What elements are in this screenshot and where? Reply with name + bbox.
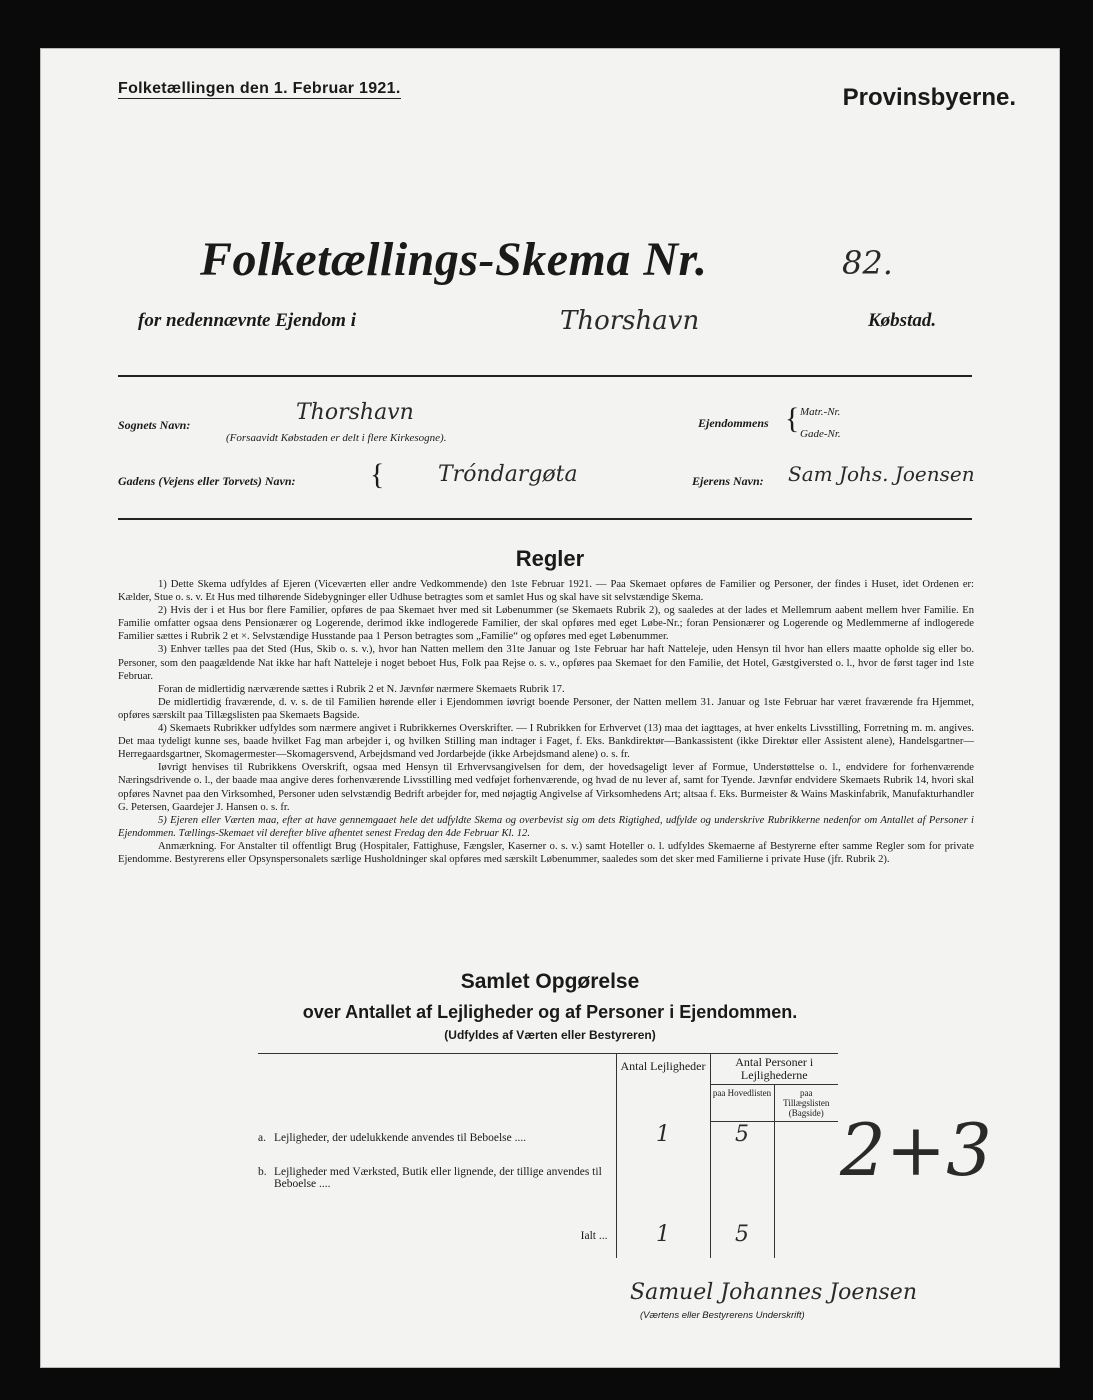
rule-3-absent: De midlertidig fraværende, d. v. s. de til Familien hørende eller i Ejendommen iøvrigt boende Personer, der Natten mellem 31. Januar og 1ste Februar har været fraværende fra Hjemmet, opføres særskilt paa Tillægslisten paa Skemaets Bagside.: [118, 696, 974, 721]
row-b-antal: [616, 1162, 710, 1222]
form-title: Folketællings-Skema Nr.: [200, 233, 708, 286]
row-a-antal: 1: [616, 1122, 710, 1162]
row-b-key: b.: [258, 1165, 267, 1178]
row-b-hoved: [710, 1162, 774, 1222]
census-date-header: Folketællingen den 1. Februar 1921.: [118, 80, 401, 97]
matr-label: Matr.-Nr.: [800, 406, 841, 418]
summary-note: (Udfyldes af Værten eller Bestyreren): [444, 1028, 656, 1042]
ejendom-label: Ejendommens: [698, 416, 769, 430]
rule-1: 1) Dette Skema udfyldes af Ejeren (Viceværten eller andre Vedkommende) den 1ste Februar 1921. — Paa Skemaet opføres de Familier og Personer, der findes i Huset, idet Ordenen er: Kælder, Stue o. s. v. Et Hus med tilhørende Sidebygninger eller Udhuse betragtes som et samlet Hus og skal have sit selvstændige Skema.: [118, 579, 974, 604]
census-form-page: [40, 48, 1060, 1368]
rule-3: 3) Enhver tælles paa det Sted (Hus, Skib o. s. v.), hvor han Natten mellem den 31te Januar og 1ste Februar har haft Natteleje, uden Hensyn til hvor han ellers maatte opholde sig eller bo. Personer, som den paagældende Nat ikke har haft Natteleje i noget beboet Hus, Folk paa Rejse o. s. v., opføres paa Skemaet for den Familie, det Hotel, Gæstgiversted o. l., hvor de først tager ind 1ste Februar.: [118, 644, 974, 682]
row-a-tillaeg: [774, 1122, 838, 1162]
gade-nr-label: Gade-Nr.: [800, 428, 841, 440]
sogn-note: (Forsaavidt Købstaden er delt i flere Kirkesogne).: [226, 432, 447, 444]
summary-subtitle: over Antallet af Lejligheder og af Personer i Ejendommen.: [302, 1002, 798, 1022]
row-a-key: a.: [258, 1131, 266, 1144]
table-row: [258, 1122, 838, 1162]
town-name: Thorshavn: [560, 306, 700, 336]
table-row: [258, 1162, 838, 1222]
sogn-label: Sognets Navn:: [118, 418, 191, 432]
rule-3-present: Foran de midlertidig nærværende sættes i Rubrik 2 et N. Jævnfør nærmere Skemaets Rubrik 17.: [158, 683, 565, 695]
region-header: Provinsbyerne.: [842, 84, 1016, 111]
rule-note: Anmærkning. For Anstalter til offentligt Brug (Hospitaler, Fattighuse, Fængsler, Kaserner o. s. v.) samt Hoteller o. l. udfyldes Skemaerne af Bestyrerne efter samme Regler som for private Ejendomme. Bestyrerens eller Opsynspersonalets særlige Husholdninger skal opføres med særskilt Løbenummer, saaledes som det sker med Familierne i private Huse (jfr. Rubrik 2).: [118, 840, 974, 865]
total-hoved: 5: [710, 1222, 774, 1258]
row-a-label: Lejligheder, der udelukkende anvendes til Beboelse ....: [274, 1131, 527, 1144]
row-a-label-cell: [258, 1122, 616, 1162]
margin-note: 2+3: [840, 1108, 992, 1192]
form-number: 82.: [842, 244, 893, 282]
ejer-value: Sam Johs. Joensen: [788, 462, 975, 486]
gade-navn-label: Gadens (Vejens eller Torvets) Navn:: [118, 474, 296, 488]
col-personer-header: Antal Personer i Lejlighederne: [710, 1054, 838, 1085]
signature-caption: (Værtens eller Bestyrerens Underskrift): [640, 1310, 805, 1321]
row-b-tillaeg: [774, 1162, 838, 1222]
summary-table: [258, 1053, 838, 1258]
row-b-label: Lejligheder med Værksted, Butik eller lignende, der tillige anvendes til Beboelse ....: [274, 1165, 602, 1190]
ejendom-brace: {: [785, 402, 800, 435]
summary-blank-header: [258, 1054, 616, 1122]
rule-5: 5) Ejeren eller Værten maa, efter at have gennemgaaet hele det udfyldte Skema og overbevist sig om dets Rigtighed, udfylde og underskrive Rubrikkerne nedenfor om Antallet af Personer i Ejendommen. Tællings-Skemaet vil derefter blive afhentet senest Fredag den 4de Februar Kl. 12.: [118, 814, 974, 839]
ejer-label: Ejerens Navn:: [692, 474, 764, 488]
rules-heading: Regler: [515, 546, 585, 571]
property-label: for nedennævnte Ejendom i: [138, 310, 356, 331]
row-b-label-cell: [258, 1162, 616, 1222]
kobstad-label: Købstad.: [868, 310, 937, 331]
signature: Samuel Johannes Joensen: [630, 1280, 917, 1305]
col-hoved-header: paa Hovedlisten: [710, 1085, 774, 1122]
rule-4: 4) Skemaets Rubrikker udfyldes som nærmere angivet i Rubrikkernes Overskrifter. — I Rubrikken for Erhvervet (13) maa det iagttages, at hver enkelts Livsstilling, Forretning m. m. angives. Det maa tydeligt kunne ses, baade hvilket Fag man arbejder i, og hvilken Stilling man indtager i Faget, f. Eks. Bankdirektør—Bankassistent (ikke Direktør eller Assistent alene), Handelsgartner—Herregaardsgartner, Skomagermester—Skomagersvend, Arbejdsmand ved Jordarbejde (ikke Arbejdsmand alene) o. s. fr.: [118, 723, 974, 761]
summary-title: Samlet Opgørelse: [460, 970, 640, 993]
total-tillaeg: [774, 1222, 838, 1258]
total-label: Ialt ...: [580, 1229, 608, 1242]
total-antal: 1: [616, 1222, 710, 1258]
divider-bottom: [118, 518, 972, 520]
rule-2: 2) Hvis der i et Hus bor flere Familier, opføres de paa Skemaet hver med sit Løbenummer (se Skemaets Rubrik 2), og saaledes at der lades et Mellemrum aabent mellem hver Familie. En Familie omfatter ogsaa dens Pensionærer og Logerende, derimod ikke indlogerede Familier, der skal opføres med eget Løbe-Nr.; foran Pensionærer og Logerende og Medlemmerne af indlogerede Familier sættes i Rubrik 2 et ×. Selvstændige Husstande paa 1 Person betragtes som „Familie“ og opføres med eget Løbenummer.: [118, 605, 974, 643]
table-row: [258, 1222, 838, 1258]
rule-4-cont: Iøvrigt henvises til Rubrikkens Overskrift, ogsaa med Hensyn til Erhvervsangivelsen for dem, der hovedsageligt lever af Formue, Understøttelse o. l., endvidere for forhenværende Næringsdrivende o. l., der baade maa angive deres forhenværende Livsstilling med vedføjet forhenværende, og hvad de nu lever af, samt for Tyende. Jævnfør endvidere Skemaets Rubrik 14, hvori skal opføres Navnet paa den Virksomhed, Personer uden selvstændig Bedrift arbejder for, med nøjagtig Angivelse af Virksomhedens Art; altsaa f. Eks. Burmeister & Wains Maskinfabrik, Manufakturhandler G. Petersen, Gaardejer J. Hansen o. s. fr.: [118, 762, 974, 813]
row-a-hoved: 5: [710, 1122, 774, 1162]
col-tillaeg-header: paa Tillægslisten (Bagside): [774, 1085, 838, 1122]
divider-top: [118, 375, 972, 377]
rules-text: [118, 578, 974, 866]
gade-navn-value: Tróndargøta: [438, 462, 578, 487]
col-antal-header: Antal Lejligheder: [616, 1054, 710, 1122]
sogn-value: Thorshavn: [296, 400, 414, 425]
gade-brace: {: [370, 458, 385, 491]
